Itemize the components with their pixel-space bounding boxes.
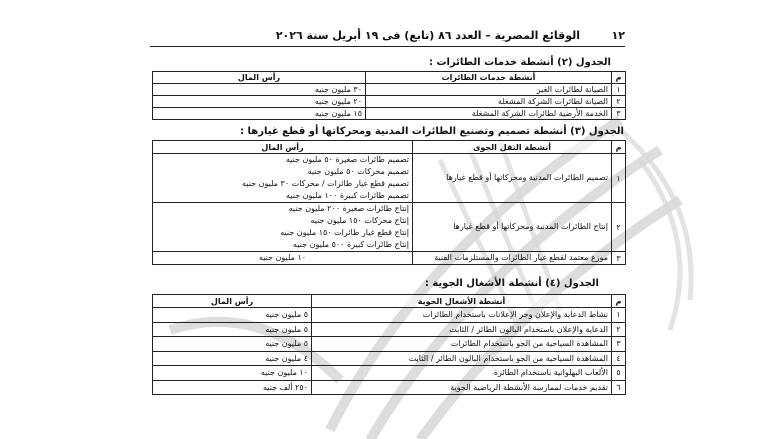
- table-row: [153, 366, 626, 381]
- table-header-row: [153, 141, 626, 154]
- row-activity: [413, 252, 612, 265]
- capital-line: إنتاج طائرات كبيرة ٥٠٠ مليون جنيه: [293, 240, 409, 249]
- row-num: ٣: [612, 337, 626, 352]
- row-activity: الألعاب البهلوانية باستخدام الطائرة: [312, 366, 612, 381]
- capital-line: تصميم محركات ٥٠ مليون جنيه: [307, 167, 409, 176]
- col-header-num: م: [612, 72, 626, 84]
- table-header-row: [153, 72, 626, 84]
- capital-line: إنتاج محركات ١٥٠ مليون جنيه: [310, 216, 409, 225]
- capital-line: تصميم طائرات صغيرة ٥٠ مليون جنيه: [285, 155, 409, 164]
- row-capital: ٢٥٠ ألف جنيه: [153, 380, 312, 395]
- aircraft-services-table: [152, 71, 626, 120]
- row-activity: الدعاية والإعلان باستخدام البالون الطائر / الثابت: [312, 322, 612, 337]
- table2-caption: الجدول (٢) أنشطة خدمات الطائرات :: [428, 57, 611, 68]
- row-activity: المشاهدة السياحية من الجو باستخدام البالون الطائر / الثابت: [312, 351, 612, 366]
- col-header-capital: رأس المال: [153, 141, 413, 154]
- row-capital: ٢٠ مليون جنيه: [153, 96, 366, 108]
- row-activity: نشاط الدعاية والإعلان وجر الإعلانات باستخدام الطائرات: [312, 308, 612, 323]
- row-activity: المشاهدة السياحية من الجو باستخدام الطائرات: [312, 337, 612, 352]
- col-header-activity: أنشطة خدمات الطائرات: [366, 72, 612, 84]
- row-num: ١: [612, 84, 626, 96]
- col-header-capital: رأس المال: [153, 295, 312, 308]
- col-header-activity: أنشطة الأشغال الجوية: [312, 295, 612, 308]
- capital-line: إنتاج قطع غيار طائرات ١٥٠ مليون جنيه: [280, 228, 409, 237]
- row-capital: ٥ مليون جنيه: [153, 308, 312, 323]
- row-capital: ٤ مليون جنيه: [153, 351, 312, 366]
- table-row: [153, 337, 626, 352]
- row-activity: الصيانة لطائرات الغير: [366, 84, 612, 96]
- aircraft-manufacturing-table: [152, 140, 626, 265]
- page-header: [150, 28, 625, 47]
- col-header-num: م: [612, 141, 626, 154]
- row-num: ٣: [612, 252, 626, 265]
- table-row: [153, 84, 626, 96]
- row-capital: ٣٠ مليون جنيه: [153, 84, 366, 96]
- row-num: ٣: [612, 108, 626, 120]
- row-capital: [153, 154, 413, 203]
- col-header-activity: أنشطة النقل الجوى: [413, 141, 612, 154]
- table3-caption: الجدول (٣) أنشطة تصميم وتصنيع الطائرات المدنية ومحركاتها أو قطع غيارها :: [240, 126, 624, 137]
- header-title: الوقائع المصرية – العدد ٨٦ (تابع) فى ١٩ أبريل سنة ٢٠٢٦: [275, 29, 580, 42]
- page-number: ١٢: [611, 29, 625, 42]
- table-row: [153, 96, 626, 108]
- row-capital: [153, 203, 413, 252]
- capital-line: تصميم طائرات كبيرة ١٠٠ مليون جنيه: [285, 191, 409, 200]
- table-row: [153, 380, 626, 395]
- activity-text: تصميم الطائرات المدنية ومحركاتها أو قطع غيارها: [446, 173, 608, 182]
- table-row: [153, 108, 626, 120]
- row-activity: تقديم خدمات لممارسة الأنشطة الرياضية الجوية: [312, 380, 612, 395]
- row-capital: [153, 252, 413, 265]
- row-num: ٥: [612, 366, 626, 381]
- row-capital: ١٠ مليون جنيه: [153, 366, 312, 381]
- row-num: ١: [612, 308, 626, 323]
- row-num: ٤: [612, 351, 626, 366]
- activity-text: موزع معتمد لقطع غيار الطائرات والمستلزمات الفنية: [434, 253, 608, 262]
- row-capital: ١٥ مليون جنيه: [153, 108, 366, 120]
- activity-text: إنتاج الطائرات المدنية ومحركاتها أو قطع غيارها: [453, 222, 608, 231]
- table-row: [153, 252, 626, 265]
- table-row: [153, 154, 626, 203]
- row-activity: الخدمة الأرضية لطائرات الشركة المشغلة: [366, 108, 612, 120]
- row-num: ٦: [612, 380, 626, 395]
- table-row: [153, 351, 626, 366]
- col-header-capital: رأس المال: [153, 72, 366, 84]
- row-activity: الصيانة لطائرات الشركة المشغلة: [366, 96, 612, 108]
- row-num: ٢: [612, 96, 626, 108]
- col-header-num: م: [612, 295, 626, 308]
- table-row: [153, 322, 626, 337]
- table4-caption: الجدول (٤) أنشطة الأشغال الجوية :: [424, 278, 599, 289]
- row-num: ٢: [612, 322, 626, 337]
- capital-line: إنتاج طائرات صغيرة ٢٠٠ مليون جنيه: [288, 204, 409, 213]
- row-num: ٢: [612, 203, 626, 252]
- capital-line: تصميم قطع غيار طائرات / محركات ٣٠ مليون جنيه: [242, 179, 409, 188]
- capital-line: ١٠ مليون جنيه: [258, 253, 307, 262]
- aerial-works-table: [152, 294, 626, 395]
- row-num: ١: [612, 154, 626, 203]
- row-capital: ٥ مليون جنيه: [153, 337, 312, 352]
- row-capital: ٥ مليون جنيه: [153, 322, 312, 337]
- row-activity: [413, 203, 612, 252]
- table-row: [153, 308, 626, 323]
- row-activity: [413, 154, 612, 203]
- table-header-row: [153, 295, 626, 308]
- table-row: [153, 203, 626, 252]
